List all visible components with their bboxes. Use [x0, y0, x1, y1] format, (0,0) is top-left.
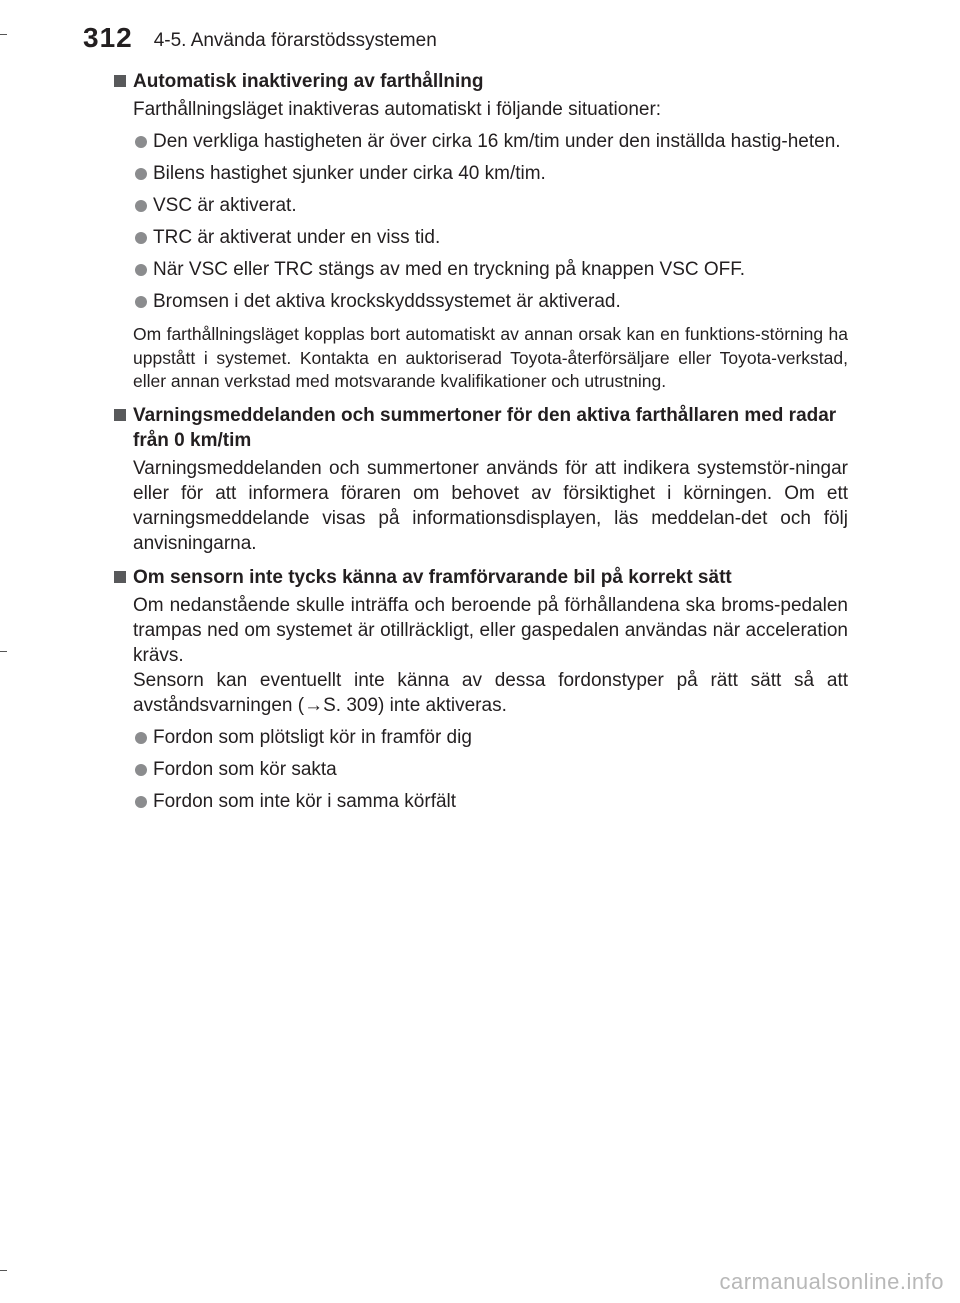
list-item: Fordon som inte kör i samma körfält [113, 789, 848, 814]
list-item: Bromsen i det aktiva krockskyddssystemet är aktiverad. [113, 289, 848, 314]
list-item: Fordon som plötsligt kör in framför dig [113, 725, 848, 750]
list-item: VSC är aktiverat. [113, 193, 848, 218]
list-item: När VSC eller TRC stängs av med en tryckning på knappen VSC OFF. [113, 257, 848, 282]
crop-mark-lower [0, 1270, 7, 1271]
crop-mark-middle [0, 651, 7, 652]
circle-bullet-icon [135, 232, 147, 244]
list-item: Fordon som kör sakta [113, 757, 848, 782]
circle-bullet-icon [135, 200, 147, 212]
section-intro: Farthållningsläget inaktiveras automatiskt i följande situationer: [133, 99, 662, 120]
section-heading-auto-deactivation: Automatisk inaktivering av farthållning [113, 69, 848, 94]
circle-bullet-icon [135, 168, 147, 180]
circle-bullet-icon [135, 732, 147, 744]
list-item: TRC är aktiverat under en viss tid. [113, 225, 848, 250]
watermark: carmanualsonline.info [719, 1269, 944, 1294]
circle-bullet-icon [135, 296, 147, 308]
chapter-title: 4-5. Använda förarstödssystemen [153, 30, 437, 51]
crop-mark-top [0, 34, 7, 35]
page-header [83, 16, 437, 60]
square-bullet-icon [114, 409, 126, 421]
section-note: Om farthållningsläget kopplas bort automatiskt av annan orsak kan en funktions-störning ha uppstått i systemet. Kontakta en auktoriserad Toyota-återförsäljare eller Toyota-verkstad, eller annan verkstad med motsvarande kvalifikationer och utrustning. [133, 324, 848, 391]
section-body: Sensorn kan eventuellt inte känna av dessa fordonstyper på rätt sätt så att avståndsvarningen (→S. 309) inte aktiveras. [133, 669, 848, 716]
page-content [113, 69, 848, 814]
section-heading-sensor-detection: Om sensorn inte tycks känna av framförvarande bil på korrekt sätt [113, 565, 848, 590]
square-bullet-icon [114, 75, 126, 87]
page-number: 312 [83, 22, 133, 53]
section-body: Om nedanstående skulle inträffa och beroende på förhållandena ska broms-pedalen trampas ned om systemet är otillräckligt, eller gaspedalen användas när acceleration krävs. [133, 594, 848, 666]
square-bullet-icon [114, 571, 126, 583]
list-item: Den verkliga hastigheten är över cirka 16 km/tim under den inställda hastig-heten. [113, 129, 848, 154]
circle-bullet-icon [135, 796, 147, 808]
section-heading-warning-messages: Varningsmeddelanden och summertoner för den aktiva farthållaren med radar från 0 km/tim [113, 403, 848, 453]
circle-bullet-icon [135, 764, 147, 776]
section-body: Varningsmeddelanden och summertoner används för att indikera systemstör-ningar eller för att informera föraren om behovet av försiktighet i körningen. Om ett varningsmeddelande visas på informationsdisplayen, läs meddelan-det och följ anvisningarna. [133, 457, 848, 554]
circle-bullet-icon [135, 136, 147, 148]
circle-bullet-icon [135, 264, 147, 276]
list-item: Bilens hastighet sjunker under cirka 40 km/tim. [113, 161, 848, 186]
